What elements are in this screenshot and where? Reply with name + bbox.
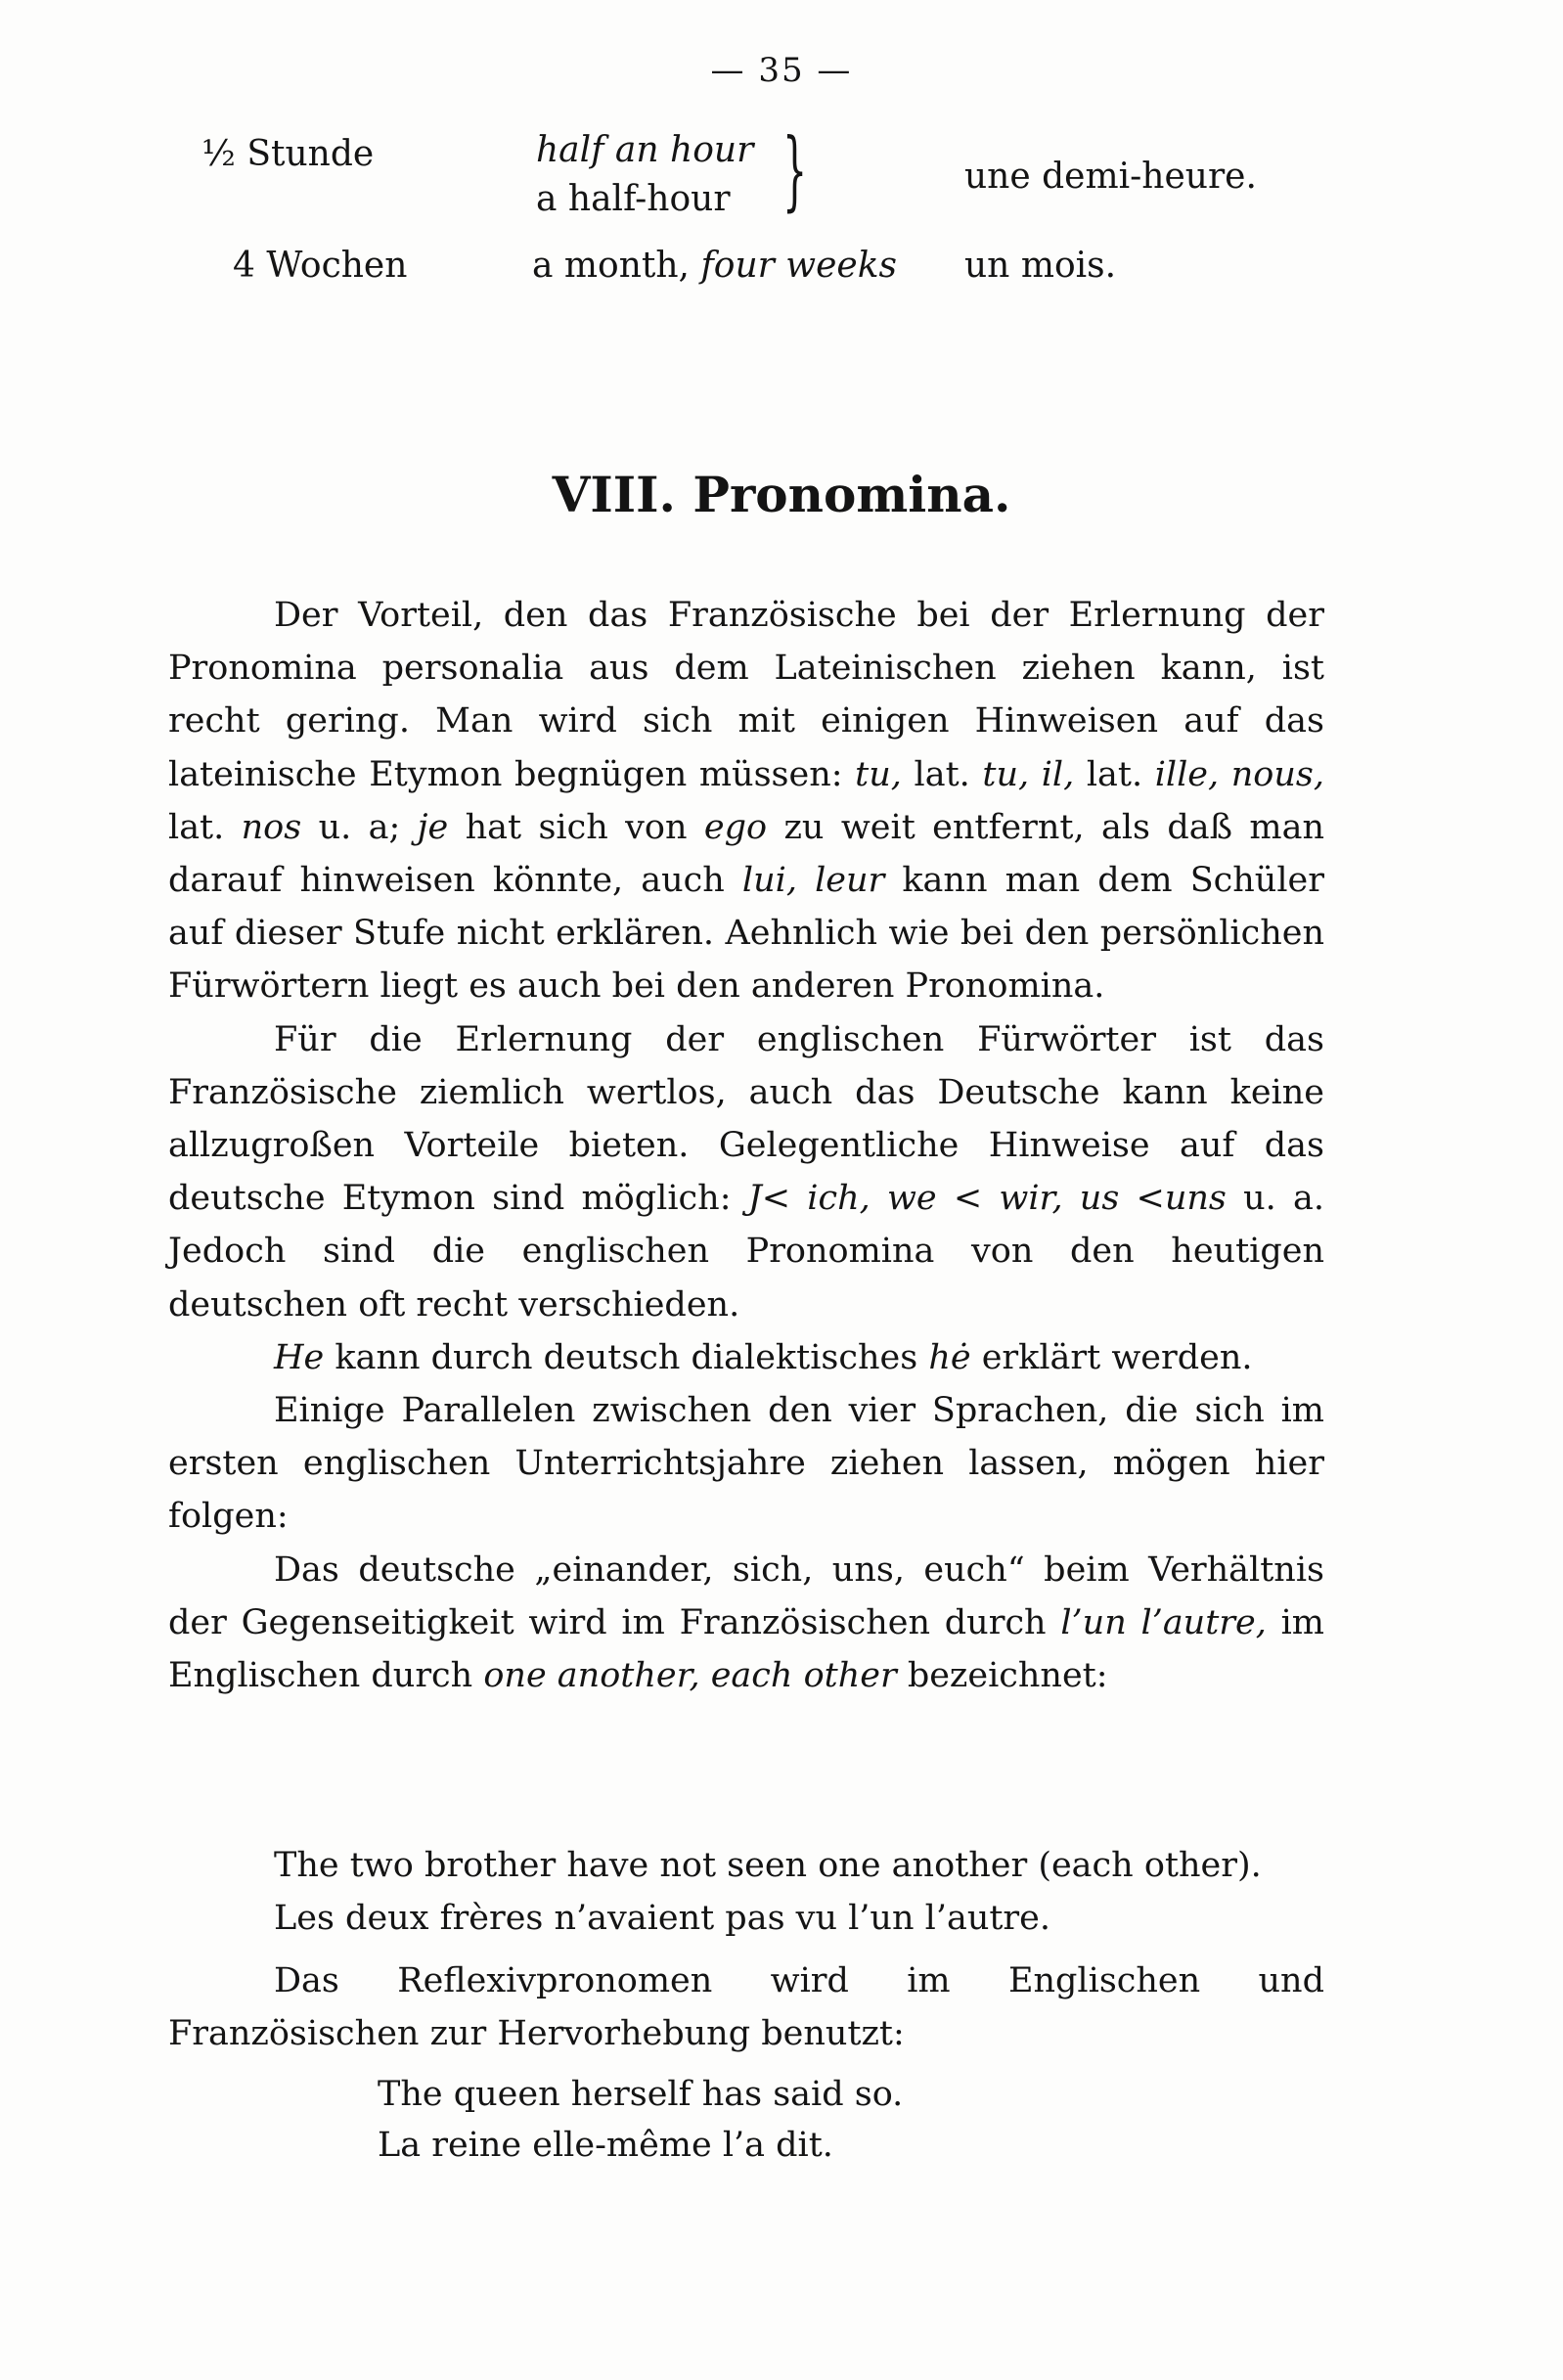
row2-german: 4 Wochen bbox=[233, 246, 408, 286]
row2-english bbox=[532, 248, 897, 284]
body-text-block bbox=[168, 589, 1324, 1702]
row2-french: un mois. bbox=[964, 246, 1117, 286]
paragraph-1: Der Vorteil, den das Französische bei der Erlernung der Pronomina personalia aus dem Lateinischen ziehen kann, ist recht gering. Man wird sich mit einigen Hinweisen auf das lateinische Etymon begnügen müssen: tu, lat. tu, il, lat. ille, nous, lat. nos u. a; je hat sich von ego zu weit entfernt, als daß man darauf hinweisen könnte, auch lui, leur kann man dem Schüler auf dieser Stufe nicht erklären. Aehnlich wie bei den persönlichen Fürwörtern liegt es auch bei den anderen Pronomina. bbox=[168, 596, 1324, 1007]
row2-english-plain: a month, bbox=[532, 246, 690, 286]
example-1-french: Les deux frères n’avaient pas vu l’un l’autre. bbox=[274, 1899, 1050, 1938]
row1-english-b: a half-hour bbox=[536, 179, 731, 219]
body-text-block-2 bbox=[168, 1954, 1324, 2060]
example-2-french: La reine elle-même l’a dit. bbox=[378, 2126, 833, 2165]
paragraph-2: Für die Erlernung der englischen Fürwörter ist das Französische ziemlich wertlos, auch das Deutsche kann keine allzugroßen Vorteile bieten. Gelegentliche Hinweise auf das deutsche Etymon sind möglich: J< ich, we < wir, us <uns u. a. Jedoch sind die englischen Pronomina von den heutigen deutschen oft recht verschieden. bbox=[168, 1019, 1324, 1325]
page-number: — 35 — bbox=[710, 51, 853, 90]
row1-english-a: half an hour bbox=[536, 130, 754, 170]
paragraph-4: Einige Parallelen zwischen den vier Sprachen, die sich im ersten englischen Unterrichtsjahre ziehen lassen, mögen hier folgen: bbox=[168, 1391, 1324, 1537]
paragraph-5: Das deutsche „einander, sich, uns, euch“ beim Verhältnis der Gegenseitigkeit wird im Französischen durch l’un l’autre, im Englischen durch one another, each other bezeichnet: bbox=[168, 1549, 1324, 1696]
example-1-english: The two brother have not seen one another (each other). bbox=[274, 1846, 1262, 1885]
row1-french: une demi-heure. bbox=[964, 157, 1257, 197]
row2-english-italic: four weeks bbox=[700, 246, 898, 286]
row1-german: ½ Stunde bbox=[201, 134, 375, 174]
grouping-brace-icon: } bbox=[782, 119, 808, 220]
section-heading: VIII. Pronomina. bbox=[552, 466, 1011, 523]
paragraph-3: He kann durch deutsch dialektisches hė erklärt werden. bbox=[274, 1337, 1253, 1377]
paragraph-6: Das Reflexivpronomen wird im Englischen und Französischen zur Hervorhebung benutzt: bbox=[168, 1961, 1324, 2054]
example-2-english: The queen herself has said so. bbox=[378, 2075, 904, 2114]
